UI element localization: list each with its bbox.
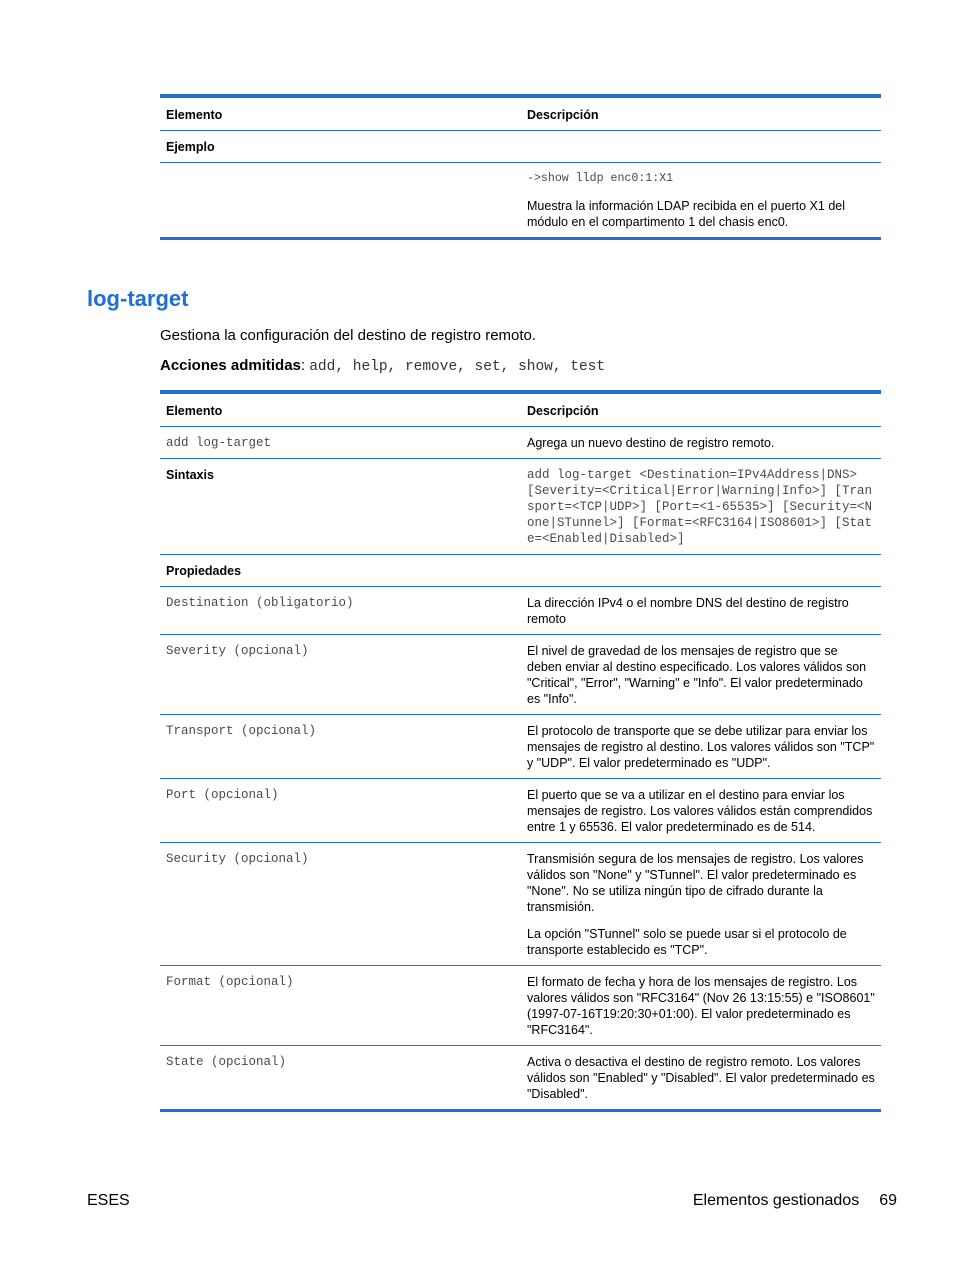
row-element: Propiedades: [160, 555, 521, 587]
row-element: Port (opcional): [160, 779, 521, 843]
table-row: [160, 635, 881, 715]
example-command: ->show lldp enc0:1:X1: [527, 172, 674, 185]
header-description: Descripción: [521, 96, 881, 131]
row-description: El formato de fecha y hora de los mensajes de registro. Los valores válidos son "RFC3164" (Nov 26 13:15:55) e "ISO8601" (1997-07-16T19:20:30+01:00). El valor predeterminado es "RFC3164".: [521, 966, 881, 1046]
section-intro: Gestiona la configuración del destino de registro remoto.: [160, 327, 537, 344]
row-element: Sintaxis: [160, 459, 521, 555]
table-row: [160, 427, 881, 459]
row-element: add log-target: [160, 427, 521, 459]
table-row: [160, 459, 881, 555]
table-row: [160, 555, 881, 587]
row-element: Security (opcional): [160, 843, 521, 966]
table-row: [160, 163, 881, 239]
actions-list: add, help, remove, set, show, test: [309, 359, 606, 375]
header-description: Descripción: [521, 392, 881, 427]
footer-locale: ESES: [87, 1192, 130, 1209]
actions-label: Acciones admitidas: [160, 357, 301, 374]
table-row: [160, 587, 881, 635]
row-element: Transport (opcional): [160, 715, 521, 779]
row-description: Transmisión segura de los mensajes de registro. Los valores válidos son "None" y "STunnel". El valor predeterminado es "None". No se utiliza ningún tipo de cifrado durante la transmisión.: [527, 852, 864, 914]
table-row: [160, 715, 881, 779]
row-description: El puerto que se va a utilizar en el destino para enviar los mensajes de registro. Los valores válidos están comprendidos entre 1 y 65536. El valor predeterminado es de 514.: [521, 779, 881, 843]
table-header-row: [160, 96, 881, 131]
page-number: 69: [879, 1192, 897, 1209]
row-element: State (opcional): [160, 1046, 521, 1111]
row-description: La dirección IPv4 o el nombre DNS del destino de registro remoto: [521, 587, 881, 635]
footer-page-info: [693, 1192, 897, 1210]
table-row: [160, 966, 881, 1046]
table-header-row: [160, 392, 881, 427]
example-description: Muestra la información LDAP recibida en el puerto X1 del módulo en el compartimento 1 del chasis enc0.: [527, 199, 845, 229]
section-label: Ejemplo: [160, 131, 521, 163]
footer-section: Elementos gestionados: [692, 1192, 860, 1209]
row-element: Destination (obligatorio): [160, 587, 521, 635]
row-element: Format (opcional): [160, 966, 521, 1046]
supported-actions: Acciones admitidas: add, help, remove, set, show, test: [160, 357, 606, 375]
section-title: log-target: [87, 286, 189, 311]
table-row: [160, 843, 881, 966]
row-description: Agrega un nuevo destino de registro remoto.: [521, 427, 881, 459]
row-description: [521, 555, 881, 587]
row-note: La opción "STunnel" solo se puede usar si el protocolo de transporte establecido es "TCP".: [527, 927, 847, 957]
table-row: [160, 779, 881, 843]
table-row: [160, 1046, 881, 1111]
syntax-description: add log-target <Destination=IPv4Address|DNS> [Severity=<Critical|Error|Warning|Info>] [Transport=<TCP|UDP>] [Port=<1-65535>] [Security=<None|STunnel>] [Format=<RFC3164|ISO8601>] [State=<Enabled|Disabled>]: [521, 459, 881, 555]
table-row: [160, 131, 881, 163]
row-description: Activa o desactiva el destino de registro remoto. Los valores válidos son "Enabled" y "Disabled". El valor predeterminado es "Disabled".: [521, 1046, 881, 1111]
example-table: [160, 94, 881, 240]
row-description: El nivel de gravedad de los mensajes de registro que se deben enviar al destino especificado. Los valores válidos son "Critical", "Error", "Warning" e "Info". El valor predeterminado es "Info".: [521, 635, 881, 715]
row-description: El protocolo de transporte que se debe utilizar para enviar los mensajes de registro al destino. Los valores válidos son "TCP" y "UDP". El valor predeterminado es "UDP".: [521, 715, 881, 779]
log-target-table: [160, 390, 881, 1112]
header-element: Elemento: [160, 392, 521, 427]
header-element: Elemento: [160, 96, 521, 131]
row-element: Severity (opcional): [160, 635, 521, 715]
